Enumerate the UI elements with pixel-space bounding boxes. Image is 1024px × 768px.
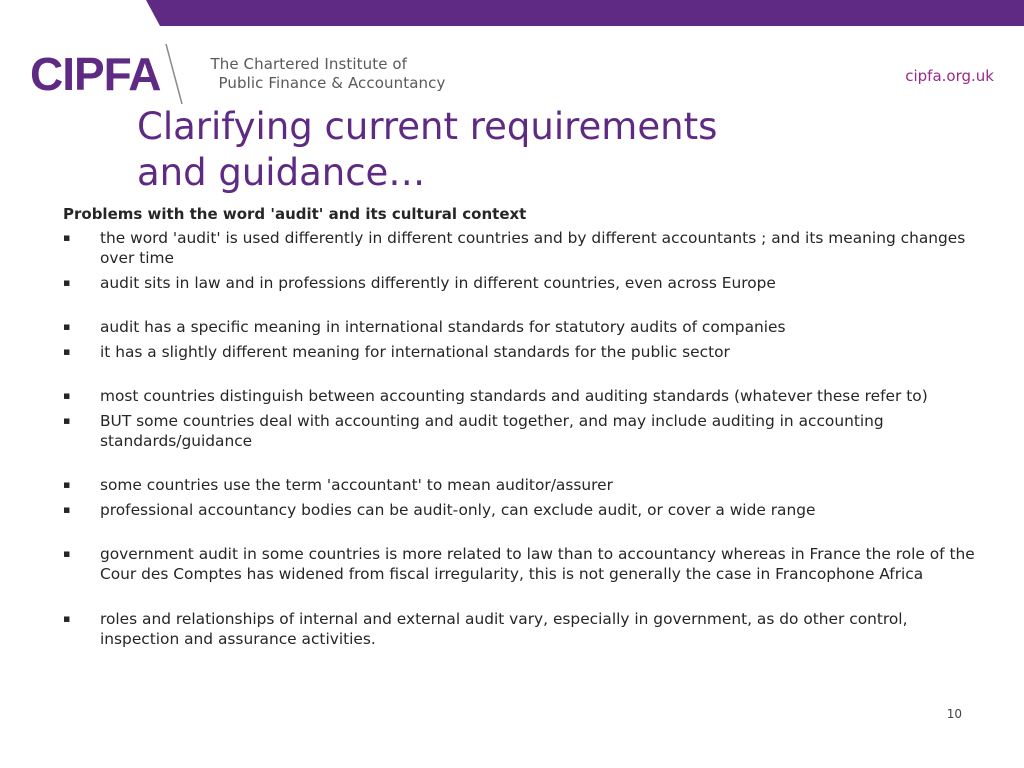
page-title-line1: Clarifying current requirements (137, 105, 718, 148)
bullet-item (63, 273, 983, 293)
bullet-item (63, 317, 983, 337)
bullet-item (63, 609, 983, 649)
bullet-text: it has a slightly different meaning for international standards for the public sector (100, 342, 730, 361)
bullet-text: audit has a specific meaning in international standards for statutory audits of companies (100, 318, 786, 336)
bullet-text: audit sits in law and in professions differently in different countries, even across Europe (100, 273, 776, 292)
bullet-text: some countries use the term 'accountant' to mean auditor/assurer (100, 476, 613, 494)
bullet-marker-icon: ▪ (63, 275, 71, 289)
bullet-item (63, 500, 983, 520)
bullet-text: professional accountancy bodies can be audit-only, can exclude audit, or cover a wide range (100, 500, 816, 519)
bullet-marker-icon: ▪ (63, 231, 71, 244)
logo-tagline (210, 55, 445, 93)
logo-tagline-line1: The Chartered Institute of (210, 55, 408, 73)
bullet-marker-icon: ▪ (63, 547, 71, 560)
logo-mark: CIPFA (30, 48, 161, 100)
bullet-item (63, 475, 983, 495)
bullet-text: most countries distinguish between accounting standards and auditing standards (whatever these refer to) (100, 387, 928, 405)
bullet-marker-icon: ▪ (63, 320, 71, 333)
bullet-text: BUT some countries deal with accounting and audit together, and may include auditing in accounting standards/guidance (100, 411, 884, 450)
bullet-list (63, 228, 983, 653)
bullet-marker-icon: ▪ (63, 344, 71, 358)
bullet-marker-icon: ▪ (63, 389, 71, 402)
bullet-item (63, 411, 983, 451)
page-title-line2: and guidance… (137, 151, 426, 194)
bullet-marker-icon: ▪ (63, 413, 71, 427)
top-purple-band (0, 0, 1024, 26)
logo-divider-line (162, 44, 206, 104)
bullet-text: the word 'audit' is used differently in different countries and by different accountants ; and its meaning changes over time (100, 229, 966, 267)
bullet-marker-icon: ▪ (63, 478, 71, 491)
logo-tagline-line2: Public Finance & Accountancy (218, 74, 446, 92)
bullet-item (63, 342, 983, 362)
bullet-text: roles and relationships of internal and external audit vary, especially in government, as do other control, inspection and assurance activities. (100, 609, 908, 648)
bullet-marker-icon: ▪ (63, 611, 71, 625)
bullet-item (63, 228, 983, 268)
page-number: 10 (946, 707, 962, 721)
bullet-item (63, 544, 983, 584)
bullet-marker-icon: ▪ (63, 502, 71, 516)
site-url-link[interactable]: cipfa.org.uk (905, 67, 994, 85)
bullet-item (63, 386, 983, 406)
page-title (137, 104, 837, 196)
section-heading: Problems with the word 'audit' and its cultural context (63, 205, 527, 223)
cipfa-logo[interactable] (30, 44, 445, 104)
bullet-text: government audit in some countries is more related to law than to accountancy whereas in France the role of the Cour des Comptes has widened from fiscal irregularity, this is not generally the case in Francophone Africa (100, 545, 975, 583)
